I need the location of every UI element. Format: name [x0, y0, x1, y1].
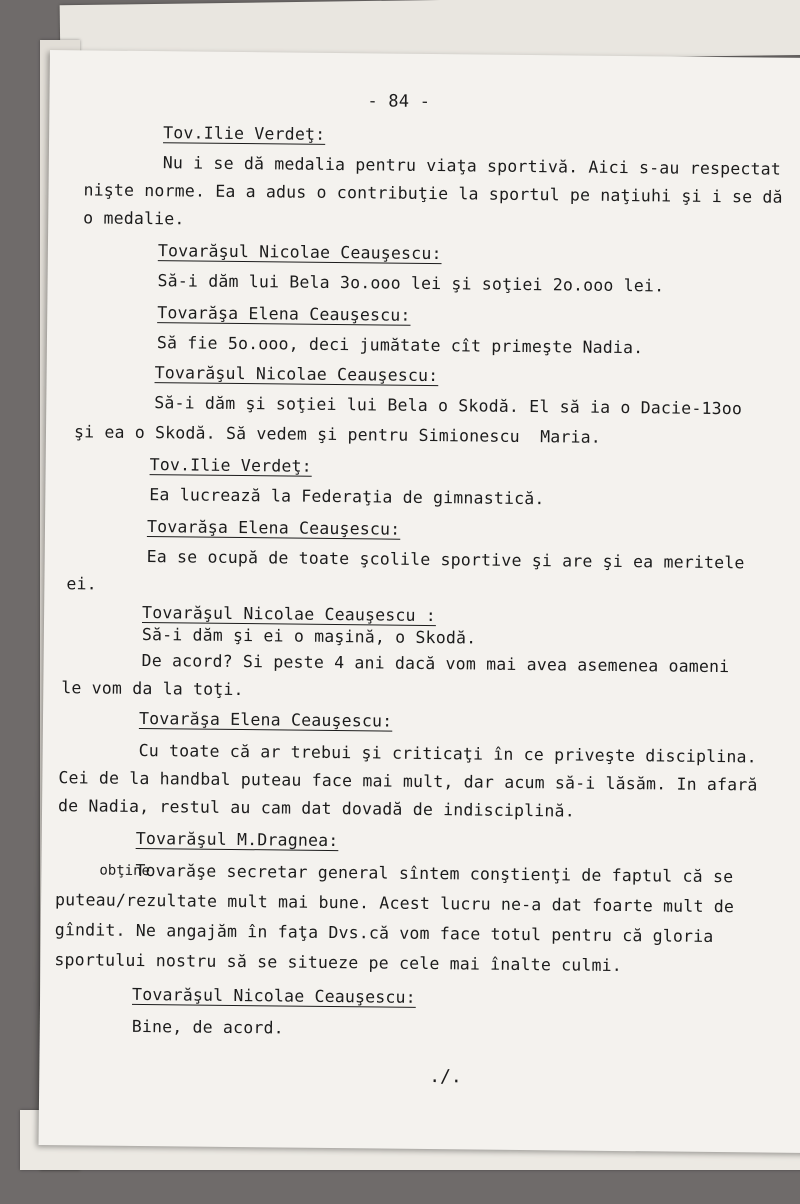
text-line: Tovarăşe secretar general sîntem conştienţi de faptul că se [135, 860, 734, 887]
text-line: Nu i se dă medalia pentru viaţa sportivă. Aici s-au respectat [162, 153, 782, 179]
end-mark: ./. [429, 1066, 462, 1088]
speaker-label: Tovarăşa Elena Ceauşescu: [157, 303, 411, 325]
speaker-label: Tovarăşul Nicolae Ceauşescu: [154, 363, 439, 386]
document-page [39, 50, 800, 1153]
text-line: Cu toate că ar trebui şi criticaţi în ce priveşte disciplina. [138, 740, 757, 767]
text-line: şi ea o Skodă. Să vedem şi pentru Simionescu Maria. [73, 422, 602, 447]
text-line: Să-i dăm lui Bela 3o.ooo lei şi soţiei 2o.ooo lei. [157, 271, 665, 296]
text-line: nişte norme. Ea a adus o contribuţie la sportul pe naţiuhi şi i se dă [83, 180, 783, 207]
text-line: de Nadia, restul au cam dat dovadă de indisciplină. [57, 796, 575, 821]
speaker-label: Tov.Ilie Verdeţ: [163, 123, 326, 144]
text-line: Să-i dăm şi soţiei lui Bela o Skodă. El să ia o Dacie-13oo [154, 393, 743, 419]
text-line: Cei de la handbal puteau face mai mult, dar acum să-i lăsăm. In afară [58, 768, 758, 795]
speaker-label: Tovarăşa Elena Ceauşescu: [138, 708, 393, 731]
text-line: Să fie 5o.ooo, deci jumătate cît primeşte Nadia. [156, 333, 644, 358]
speaker-label: Tov.Ilie Verdeţ: [149, 455, 312, 476]
text-line: puteau/rezultate mult mai bune. Acest lucru ne-a dat foarte mult de [55, 890, 735, 917]
text-line: Ea lucrează la Federaţia de gimnastică. [149, 485, 545, 509]
text-line: le vom da la toţi. [61, 678, 244, 700]
text-line: De acord? Si peste 4 ani dacă vom mai avea asemenea oameni [141, 650, 730, 677]
text-line: Ea se ocupă de toate şcolile sportive şi are şi ea meritele [146, 547, 745, 573]
handwritten-insert: obţine [99, 862, 151, 880]
speaker-label: Tovarăşul Nicolae Ceauşescu : [142, 602, 437, 626]
text-line: Să-i dăm şi ei o maşină, o Skodă. [141, 624, 477, 648]
text-line: gîndit. Ne angajăm în faţa Dvs.că vom face totul pentru că gloria [54, 920, 714, 946]
page-number: - 84 - [367, 91, 431, 112]
speaker-label: Tovarăşul Nicolae Ceauşescu: [132, 984, 416, 1007]
speaker-label: Tovarăşul Nicolae Ceauşescu: [157, 241, 442, 264]
speaker-label: Tovarăşa Elena Ceauşescu: [146, 517, 401, 539]
text-line: o medalie. [83, 208, 185, 229]
text-line: ei. [66, 574, 97, 594]
text-line: Bine, de acord. [131, 1016, 284, 1038]
text-line: sportului nostru să se situeze pe cele mai înalte culmi. [54, 950, 623, 976]
speaker-label: Tovarăşul M.Dragnea: [135, 828, 339, 851]
